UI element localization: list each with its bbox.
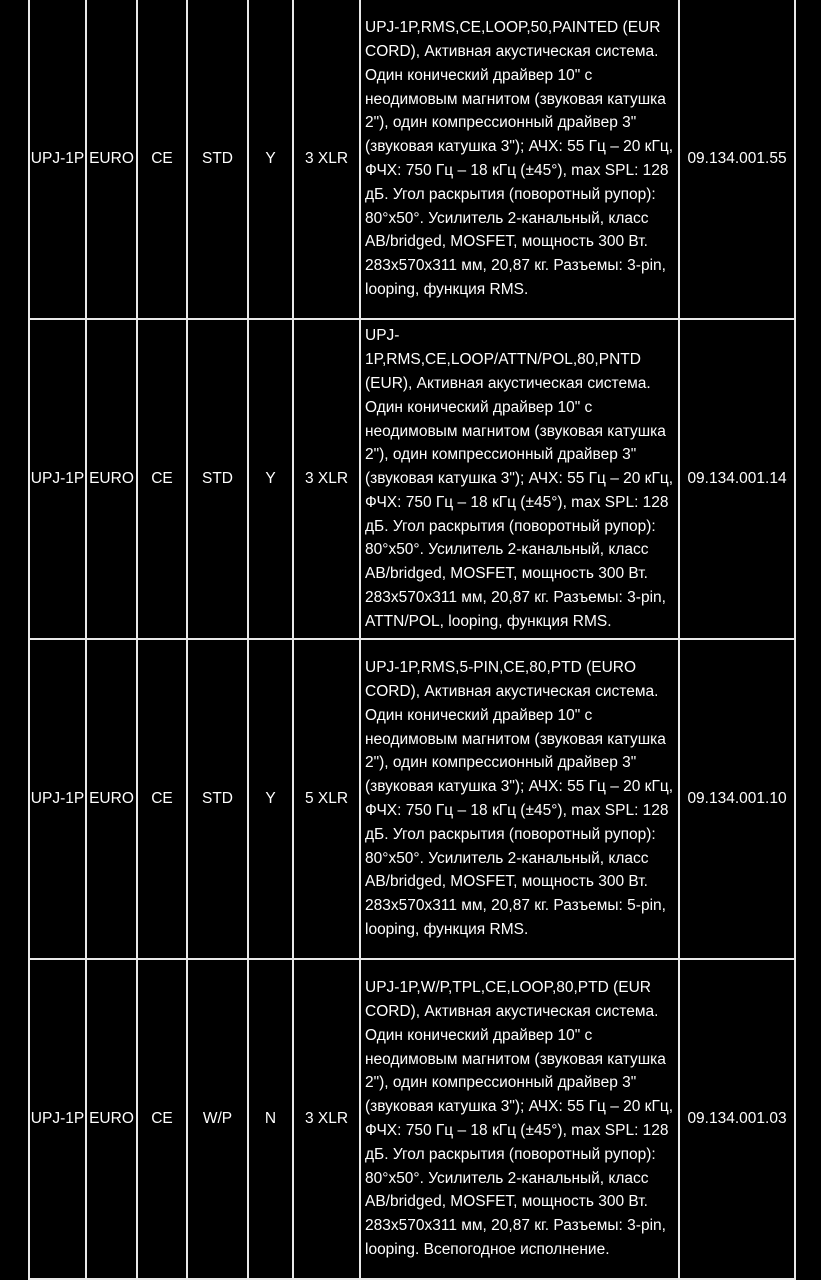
- finish-cell: W/P: [187, 959, 248, 1279]
- region-cell: EURO: [86, 959, 137, 1279]
- product-table-container: [28, 0, 794, 1280]
- model-text: UPJ-1P: [30, 150, 85, 167]
- connector-cell: 3 XLR: [293, 0, 360, 319]
- rms-cell: Y: [248, 319, 293, 639]
- region-cell: EURO: [86, 319, 137, 639]
- finish-cell: STD: [187, 0, 248, 319]
- finish-cell: STD: [187, 319, 248, 639]
- model-text: UPJ-1P: [30, 470, 85, 487]
- description-cell: UPJ-1P,RMS,5-PIN,CE,80,PTD (EURO CORD), Активная акустическая система. Один конический драйвер 10" с неодимовым магнитом (звуковая катушка 2"), один компрессионный драйвер 3" (звуковая катушка 3"); АЧХ: 55 Гц – 20 кГц, ФЧХ: 750 Гц – 18 кГц (±45°), max SPL: 128 дБ. Угол раскрытия (поворотный рупор): 80°x50°. Усилитель 2-канальный, класс AB/bridged, MOSFET, мощность 300 Вт. 283x570x311 мм, 20,87 кг. Разъемы: 5-pin, looping, функция RMS.: [360, 639, 679, 959]
- model-text: UPJ-1P: [30, 1110, 85, 1127]
- cert-cell: CE: [137, 319, 187, 639]
- table-row: [29, 319, 795, 639]
- connector-cell: 5 XLR: [293, 639, 360, 959]
- table-row: [29, 959, 795, 1279]
- model-cell: [29, 639, 86, 959]
- model-cell: [29, 319, 86, 639]
- rms-cell: N: [248, 959, 293, 1279]
- part-number-cell: 09.134.001.55: [679, 0, 795, 319]
- region-cell: EURO: [86, 639, 137, 959]
- table-row: [29, 639, 795, 959]
- table-row: [29, 0, 795, 319]
- cert-cell: CE: [137, 0, 187, 319]
- product-table: [28, 0, 796, 1280]
- description-cell: UPJ-1P,W/P,TPL,CE,LOOP,80,PTD (EUR CORD), Активная акустическая система. Один конический драйвер 10" с неодимовым магнитом (звуковая катушка 2"), один компрессионный драйвер 3" (звуковая катушка 3"); АЧХ: 55 Гц – 20 кГц, ФЧХ: 750 Гц – 18 кГц (±45°), max SPL: 128 дБ. Угол раскрытия (поворотный рупор): 80°x50°. Усилитель 2-канальный, класс AB/bridged, MOSFET, мощность 300 Вт. 283x570x311 мм, 20,87 кг. Разъемы: 3-pin, looping. Всепогодное исполнение.: [360, 959, 679, 1279]
- connector-cell: 3 XLR: [293, 319, 360, 639]
- cert-cell: CE: [137, 959, 187, 1279]
- finish-cell: STD: [187, 639, 248, 959]
- model-cell: [29, 959, 86, 1279]
- description-cell: UPJ-1P,RMS,CE,LOOP/ATTN/POL,80,PNTD (EUR), Активная акустическая система. Один конический драйвер 10" с неодимовым магнитом (звуковая катушка 2"), один компрессионный драйвер 3" (звуковая катушка 3"); АЧХ: 55 Гц – 20 кГц, ФЧХ: 750 Гц – 18 кГц (±45°), max SPL: 128 дБ. Угол раскрытия (поворотный рупор): 80°x50°. Усилитель 2-канальный, класс AB/bridged, MOSFET, мощность 300 Вт. 283x570x311 мм, 20,87 кг. Разъемы: 3-pin, ATTN/POL, looping, функция RMS.: [360, 319, 679, 639]
- part-number-cell: 09.134.001.03: [679, 959, 795, 1279]
- rms-cell: Y: [248, 639, 293, 959]
- region-cell: EURO: [86, 0, 137, 319]
- model-cell: [29, 0, 86, 319]
- description-cell: UPJ-1P,RMS,CE,LOOP,50,PAINTED (EUR CORD), Активная акустическая система. Один конический драйвер 10" с неодимовым магнитом (звуковая катушка 2"), один компрессионный драйвер 3" (звуковая катушка 3"); АЧХ: 55 Гц – 20 кГц, ФЧХ: 750 Гц – 18 кГц (±45°), max SPL: 128 дБ. Угол раскрытия (поворотный рупор): 80°x50°. Усилитель 2-канальный, класс AB/bridged, MOSFET, мощность 300 Вт. 283x570x311 мм, 20,87 кг. Разъемы: 3-pin, looping, функция RMS.: [360, 0, 679, 319]
- model-text: UPJ-1P: [30, 790, 85, 807]
- cert-cell: CE: [137, 639, 187, 959]
- connector-cell: 3 XLR: [293, 959, 360, 1279]
- part-number-cell: 09.134.001.14: [679, 319, 795, 639]
- part-number-cell: 09.134.001.10: [679, 639, 795, 959]
- rms-cell: Y: [248, 0, 293, 319]
